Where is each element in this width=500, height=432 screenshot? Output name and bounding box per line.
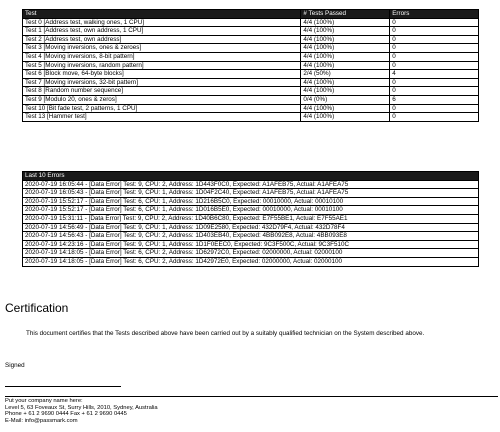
test-row	[23, 27, 479, 36]
test-row	[23, 104, 479, 113]
error-entry: 2020-07-19 16:05:43 - [Data Error] Test: 9, CPU: 1, Address: 1D04F2C40, Expected: A1AFEB75, Actual: A1AFEA75	[23, 189, 479, 198]
test-name-cell: Test 7 [Moving inversions, 32-bit pattern]	[23, 78, 301, 87]
tests-passed-cell: 4/4 (100%)	[301, 61, 390, 70]
error-row	[23, 197, 479, 206]
tests-passed-cell: 4/4 (100%)	[301, 18, 390, 27]
error-entry: 2020-07-19 15:52:17 - [Data Error] Test: 6, CPU: 1, Address: 1D216B5C0, Expected: 00010000, Actual: 00010100	[23, 197, 479, 206]
tests-table-header-row	[23, 10, 479, 19]
error-row	[23, 240, 479, 249]
errors-table-header: Last 10 Errors	[23, 172, 479, 181]
footer-address-line: Level 5, 63 Foveaux St, Surry Hills, 2010, Sydney, Australia	[5, 404, 158, 411]
test-name-cell: Test 0 [Address test, walking ones, 1 CPU]	[23, 18, 301, 27]
column-header-test: Test	[23, 10, 301, 19]
tests-passed-cell: 4/4 (100%)	[301, 113, 390, 122]
tests-passed-cell: 4/4 (100%)	[301, 87, 390, 96]
error-entry: 2020-07-19 16:05:44 - [Data Error] Test: 9, CPU: 2, Address: 1D443F0C0, Expected: A1AFEB75, Actual: A1AFEA75	[23, 180, 479, 189]
error-row	[23, 257, 479, 266]
test-name-cell: Test 1 [Address test, own address, 1 CPU]	[23, 27, 301, 36]
errors-table-header-row	[23, 172, 479, 181]
tests-passed-cell: 4/4 (100%)	[301, 104, 390, 113]
signed-label: Signed	[5, 362, 25, 369]
test-row	[23, 70, 479, 79]
column-header-errors: Errors	[390, 10, 479, 19]
footer-company-line: Put your company name here:	[5, 398, 83, 404]
tests-passed-cell: 0/4 (0%)	[301, 95, 390, 104]
error-count-cell: 0	[390, 104, 479, 113]
test-name-cell: Test 13 [Hammer test]	[23, 113, 301, 122]
tests-passed-cell: 4/4 (100%)	[301, 52, 390, 61]
test-name-cell: Test 5 [Moving inversions, random pattern]	[23, 61, 301, 70]
tests-passed-cell: 4/4 (100%)	[301, 78, 390, 87]
test-row	[23, 87, 479, 96]
error-entry: 2020-07-19 15:52:17 - [Data Error] Test: 6, CPU: 1, Address: 1D016B5E0, Expected: 00010000, Actual: 00010100	[23, 206, 479, 215]
error-count-cell: 0	[390, 113, 479, 122]
test-row	[23, 61, 479, 70]
error-entry: 2020-07-19 15:31:11 - [Data Error] Test: 9, CPU: 2, Address: 1D40B6C80, Expected: E7F55BE1, Actual: E7F55AE1	[23, 214, 479, 223]
tests-passed-cell: 2/4 (50%)	[301, 70, 390, 79]
footer-divider	[5, 396, 498, 397]
test-row	[23, 44, 479, 53]
error-count-cell: 6	[390, 95, 479, 104]
error-row	[23, 180, 479, 189]
error-count-cell: 4	[390, 70, 479, 79]
test-name-cell: Test 8 [Random number sequence]	[23, 87, 301, 96]
test-row	[23, 95, 479, 104]
errors-table	[22, 171, 479, 267]
footer-phone-line: Phone + 61 2 9690 0444 Fax + 61 2 9690 0445	[5, 411, 127, 418]
test-row	[23, 35, 479, 44]
error-entry: 2020-07-19 14:56:43 - [Data Error] Test: 9, CPU: 2, Address: 1D403EB40, Expected: 4BB092E8, Actual: 4BB093E8	[23, 232, 479, 241]
test-name-cell: Test 10 [Bit fade test, 2 patterns, 1 CPU]	[23, 104, 301, 113]
test-row	[23, 113, 479, 122]
error-entry: 2020-07-19 14:56:49 - [Data Error] Test: 9, CPU: 1, Address: 1D09E2580, Expected: 432D79F4, Actual: 432D78F4	[23, 223, 479, 232]
test-name-cell: Test 3 [Moving inversions, ones & zeroes]	[23, 44, 301, 53]
error-count-cell: 0	[390, 87, 479, 96]
error-row	[23, 249, 479, 258]
test-name-cell: Test 2 [Address test, own address]	[23, 35, 301, 44]
tests-passed-cell: 4/4 (100%)	[301, 44, 390, 53]
error-count-cell: 0	[390, 78, 479, 87]
error-count-cell: 0	[390, 27, 479, 36]
error-count-cell: 0	[390, 61, 479, 70]
test-row	[23, 52, 479, 61]
tests-table	[22, 9, 479, 122]
error-count-cell: 0	[390, 35, 479, 44]
error-row	[23, 232, 479, 241]
tests-passed-cell: 4/4 (100%)	[301, 27, 390, 36]
test-row	[23, 78, 479, 87]
signature-line	[5, 386, 121, 387]
error-entry: 2020-07-19 14:18:05 - [Data Error] Test: 6, CPU: 2, Address: 1D62972C0, Expected: 02000000, Actual: 02000100	[23, 249, 479, 258]
error-count-cell: 0	[390, 18, 479, 27]
test-name-cell: Test 4 [Moving inversions, 8-bit pattern]	[23, 52, 301, 61]
error-row	[23, 189, 479, 198]
test-name-cell: Test 6 [Block move, 64-byte blocks]	[23, 70, 301, 79]
company-footer	[5, 398, 158, 425]
error-row	[23, 223, 479, 232]
error-row	[23, 206, 479, 215]
tests-passed-cell: 4/4 (100%)	[301, 35, 390, 44]
error-entry: 2020-07-19 14:18:05 - [Data Error] Test: 6, CPU: 2, Address: 1D42972E0, Expected: 02000000, Actual: 02000100	[23, 257, 479, 266]
error-count-cell: 0	[390, 44, 479, 53]
certification-text: This document certifies that the Tests described above have been carried out by a suitably qualified technician on the System described above.	[26, 330, 425, 337]
error-row	[23, 214, 479, 223]
footer-email-line: E-Mail: info@passmark.com	[5, 418, 78, 425]
error-count-cell: 0	[390, 52, 479, 61]
test-name-cell: Test 9 [Modulo 20, ones & zeros]	[23, 95, 301, 104]
column-header-passed: # Tests Passed	[301, 10, 390, 19]
test-row	[23, 18, 479, 27]
error-entry: 2020-07-19 14:23:16 - [Data Error] Test: 9, CPU: 1, Address: 1D1F0EEC0, Expected: 9C3F500C, Actual: 9C3F510C	[23, 240, 479, 249]
certification-heading: Certification	[5, 301, 69, 315]
